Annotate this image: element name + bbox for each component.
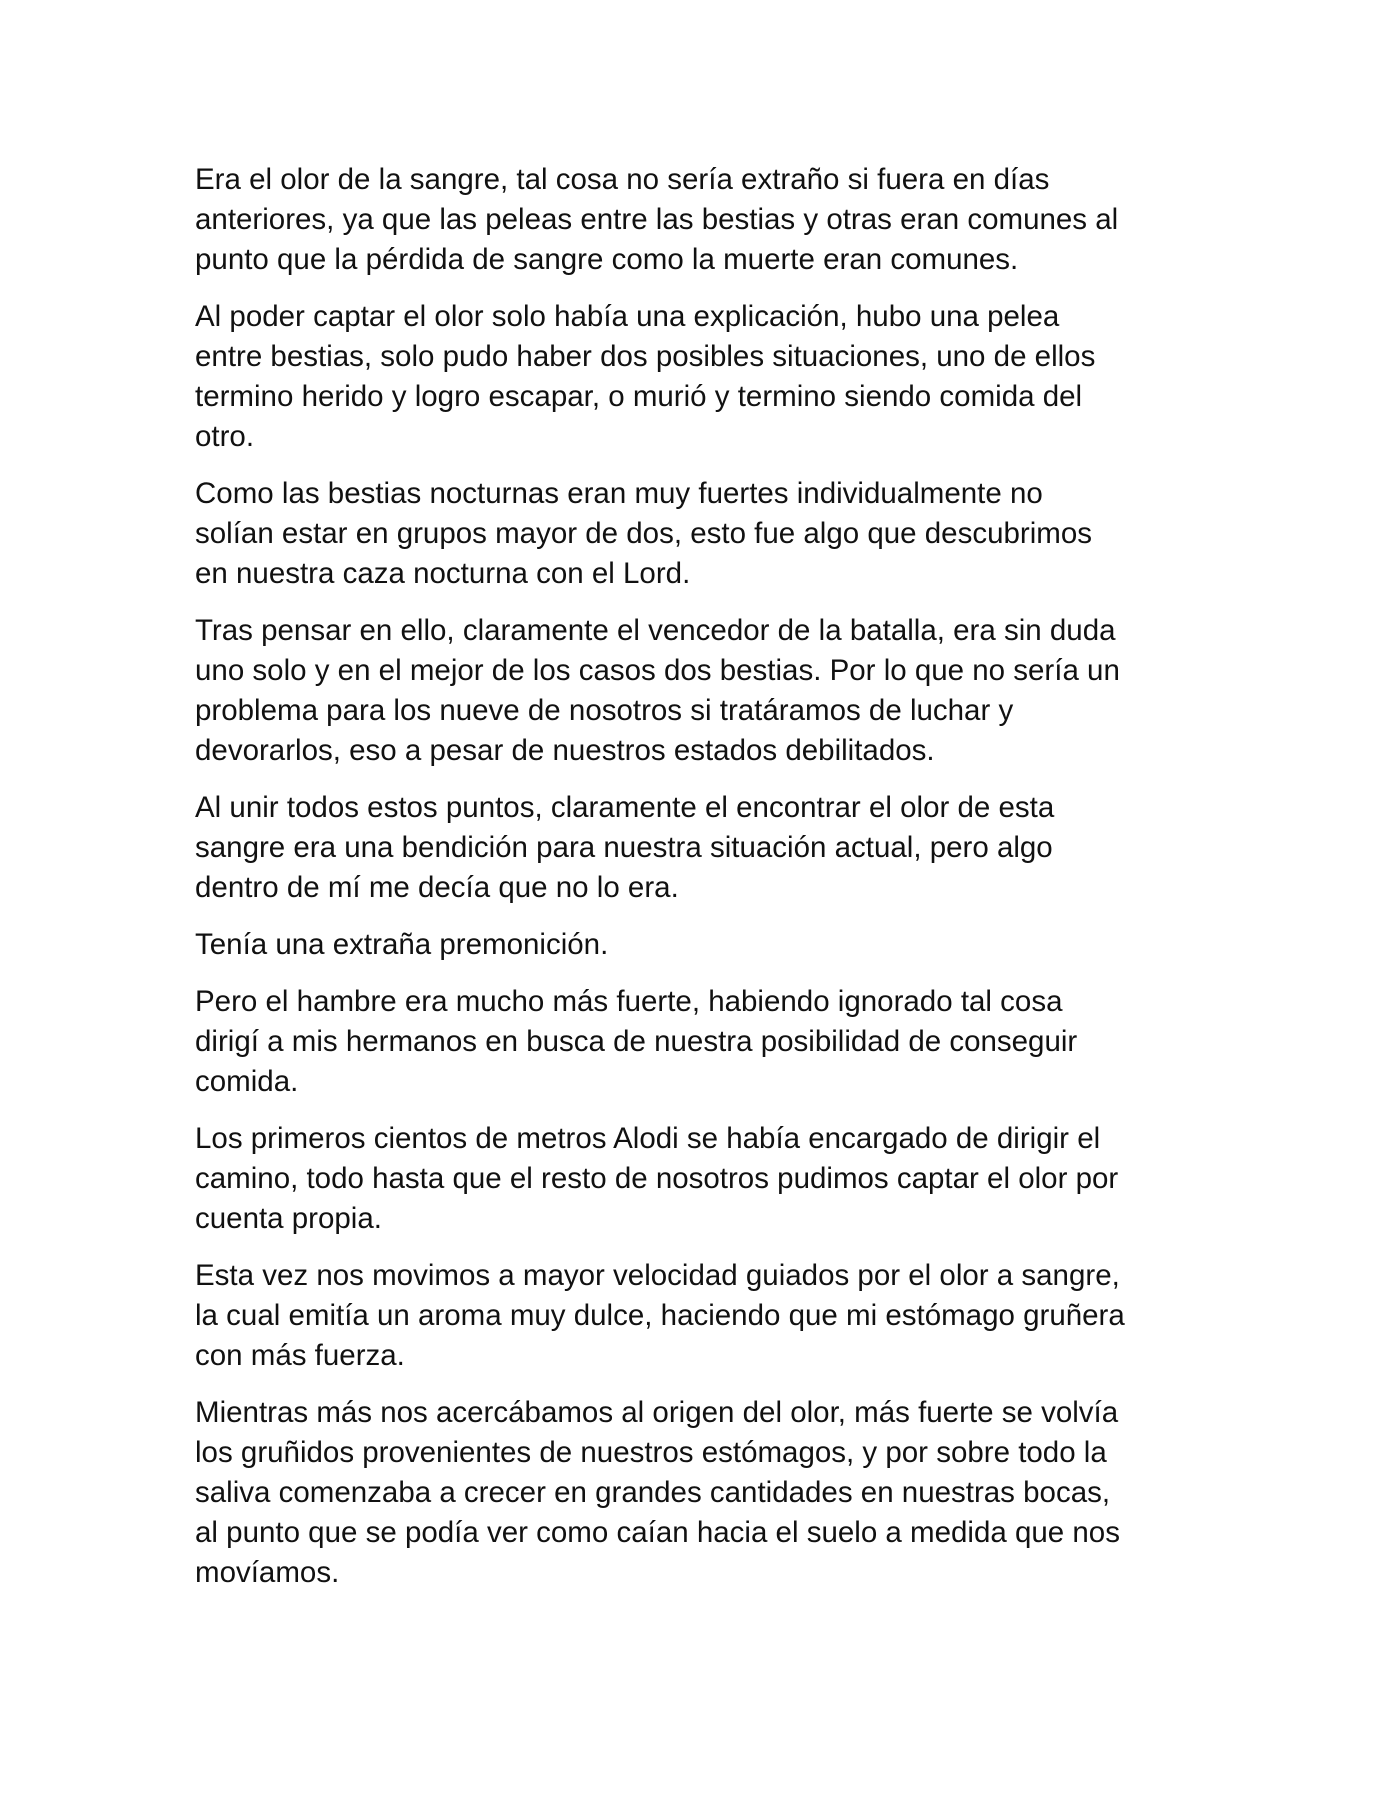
text-line: Era el olor de la sangre, tal cosa no sería extraño si fuera en días	[195, 163, 1050, 196]
text-line: cuenta propia.	[195, 1202, 382, 1235]
text-line: problema para los nueve de nosotros si tratáramos de luchar y	[195, 694, 1014, 727]
text-line: Los primeros cientos de metros Alodi se había encargado de dirigir el	[195, 1122, 1101, 1155]
text-line: uno solo y en el mejor de los casos dos bestias. Por lo que no sería un	[195, 654, 1120, 687]
text-line: los gruñidos provenientes de nuestros estómagos, y por sobre todo la	[195, 1436, 1107, 1469]
text-line: entre bestias, solo pudo haber dos posibles situaciones, uno de ellos	[195, 340, 1096, 373]
text-line: la cual emitía un aroma muy dulce, haciendo que mi estómago gruñera	[195, 1299, 1125, 1332]
paragraph	[195, 474, 1225, 594]
text-line: camino, todo hasta que el resto de nosotros pudimos captar el olor por	[195, 1162, 1119, 1195]
paragraph	[195, 925, 1225, 965]
text-line: Mientras más nos acercábamos al origen del olor, más fuerte se volvía	[195, 1396, 1119, 1429]
text-line: Tenía una extraña premonición.	[195, 928, 609, 961]
text-line: comida.	[195, 1065, 299, 1098]
text-line: dirigí a mis hermanos en busca de nuestra posibilidad de conseguir	[195, 1025, 1078, 1058]
text-line: solían estar en grupos mayor de dos, esto fue algo que descubrimos	[195, 517, 1092, 550]
paragraph	[195, 1393, 1225, 1593]
paragraph	[195, 982, 1225, 1102]
text-line: en nuestra caza nocturna con el Lord.	[195, 557, 691, 590]
paragraph	[195, 297, 1225, 457]
paragraph	[195, 160, 1225, 280]
text-line: movíamos.	[195, 1556, 340, 1589]
text-line: anteriores, ya que las peleas entre las bestias y otras eran comunes al	[195, 203, 1119, 236]
text-line: devorarlos, eso a pesar de nuestros estados debilitados.	[195, 734, 935, 767]
text-line: Como las bestias nocturnas eran muy fuertes individualmente no	[195, 477, 1043, 510]
text-line: con más fuerza.	[195, 1339, 405, 1372]
text-line: otro.	[195, 420, 255, 453]
text-line: sangre era una bendición para nuestra situación actual, pero algo	[195, 831, 1053, 864]
paragraph	[195, 1119, 1225, 1239]
text-line: saliva comenzaba a crecer en grandes cantidades en nuestras bocas,	[195, 1476, 1111, 1509]
text-line: Al unir todos estos puntos, claramente el encontrar el olor de esta	[195, 791, 1055, 824]
text-line: termino herido y logro escapar, o murió y termino siendo comida del	[195, 380, 1083, 413]
document-body	[195, 160, 1225, 1610]
text-line: punto que la pérdida de sangre como la muerte eran comunes.	[195, 243, 1019, 276]
text-line: Pero el hambre era mucho más fuerte, habiendo ignorado tal cosa	[195, 985, 1063, 1018]
text-line: Esta vez nos movimos a mayor velocidad guiados por el olor a sangre,	[195, 1259, 1120, 1292]
paragraph	[195, 788, 1225, 908]
paragraph	[195, 1256, 1225, 1376]
text-line: Al poder captar el olor solo había una explicación, hubo una pelea	[195, 300, 1060, 333]
paragraph	[195, 611, 1225, 771]
text-line: dentro de mí me decía que no lo era.	[195, 871, 679, 904]
text-line: al punto que se podía ver como caían hacia el suelo a medida que nos	[195, 1516, 1120, 1549]
text-line: Tras pensar en ello, claramente el vencedor de la batalla, era sin duda	[195, 614, 1116, 647]
